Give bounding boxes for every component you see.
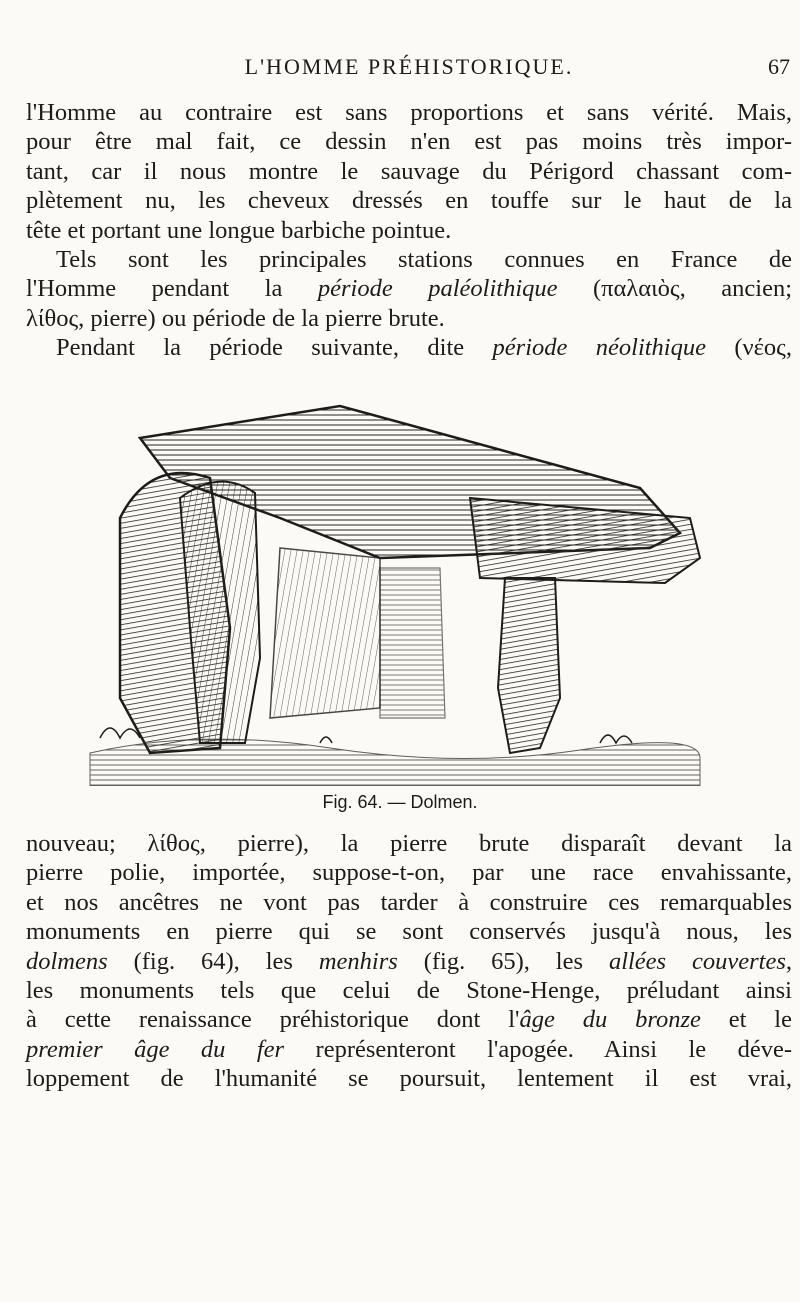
far-stone	[380, 568, 445, 718]
emphasis-term: âge du bronze	[519, 1006, 701, 1034]
text-line	[26, 274, 792, 303]
emphasis-term: menhirs	[318, 947, 398, 975]
text-line: loppement de l'humanité se poursuit, lentement il est vrai,	[26, 1065, 792, 1093]
dolmen-engraving-image	[80, 398, 704, 786]
figure-caption: Fig. 64. — Dolmen.	[322, 792, 478, 812]
text-line: pour être mal fait, ce dessin n'en est pas moins très impor-	[26, 128, 792, 156]
paragraph-1	[26, 98, 792, 245]
emphasis-term: période néolithique	[492, 334, 706, 361]
capstone-end	[470, 498, 700, 583]
text-line: tant, car il nous montre le sauvage du Périgord chassant com-	[26, 157, 792, 185]
text-span: représenteront l'apogée. Ainsi le déve-	[284, 1035, 792, 1063]
dolmen-figure	[80, 398, 704, 786]
text-span: (παλαιὸς, ancien;	[557, 275, 792, 303]
paragraph-2	[26, 245, 792, 333]
text-line	[26, 1005, 792, 1034]
page-number: 67	[768, 54, 790, 79]
text-span: (fig. 65), les	[397, 947, 609, 975]
text-line	[26, 333, 792, 362]
back-stone	[270, 548, 380, 718]
text-span: et le	[700, 1006, 792, 1034]
emphasis-term: dolmens	[26, 947, 108, 975]
emphasis-term: premier âge du fer	[26, 1035, 285, 1063]
text-line: plètement nu, les cheveux dressés en touffe sur le haut de la	[26, 187, 792, 215]
paragraph-3	[26, 333, 792, 362]
ground	[90, 739, 700, 786]
emphasis-term: période paléolithique	[317, 275, 558, 303]
paragraph-4	[26, 829, 792, 1094]
text-line: les monuments tels que celui de Stone-Henge, préludant ainsi	[26, 977, 792, 1005]
text-span: (νέος,	[706, 334, 792, 361]
text-span: (fig. 64), les	[107, 947, 319, 975]
text-line: et nos ancêtres ne vont pas tarder à construire ces remarquables	[26, 888, 792, 916]
text-span: l'Homme pendant la	[26, 275, 318, 303]
page-header	[28, 54, 790, 94]
running-title: L'HOMME PRÉHISTORIQUE.	[244, 54, 574, 79]
text-line	[26, 1035, 792, 1064]
text-span: à cette renaissance préhistorique dont l'	[26, 1006, 520, 1034]
text-line: l'Homme au contraire est sans proportions et sans vérité. Mais,	[26, 99, 792, 126]
text-line: tête et portant une longue barbiche pointue.	[26, 216, 452, 244]
text-line: Tels sont les principales stations connues en France de	[56, 246, 792, 273]
right-upright-stone	[498, 578, 560, 753]
text-line: pierre polie, importée, suppose-t-on, par une race envahissante,	[26, 859, 792, 887]
text-line: λίθος, pierre) ou période de la pierre brute.	[26, 304, 445, 332]
text-span: Pendant la période suivante, dite	[56, 334, 493, 361]
text-line	[26, 947, 792, 976]
text-line: monuments en pierre qui se sont conservés jusqu'à nous, les	[26, 918, 792, 946]
emphasis-term: allées couvertes,	[608, 947, 792, 975]
text-line: nouveau; λίθος, pierre), la pierre brute disparaît devant la	[26, 830, 792, 857]
